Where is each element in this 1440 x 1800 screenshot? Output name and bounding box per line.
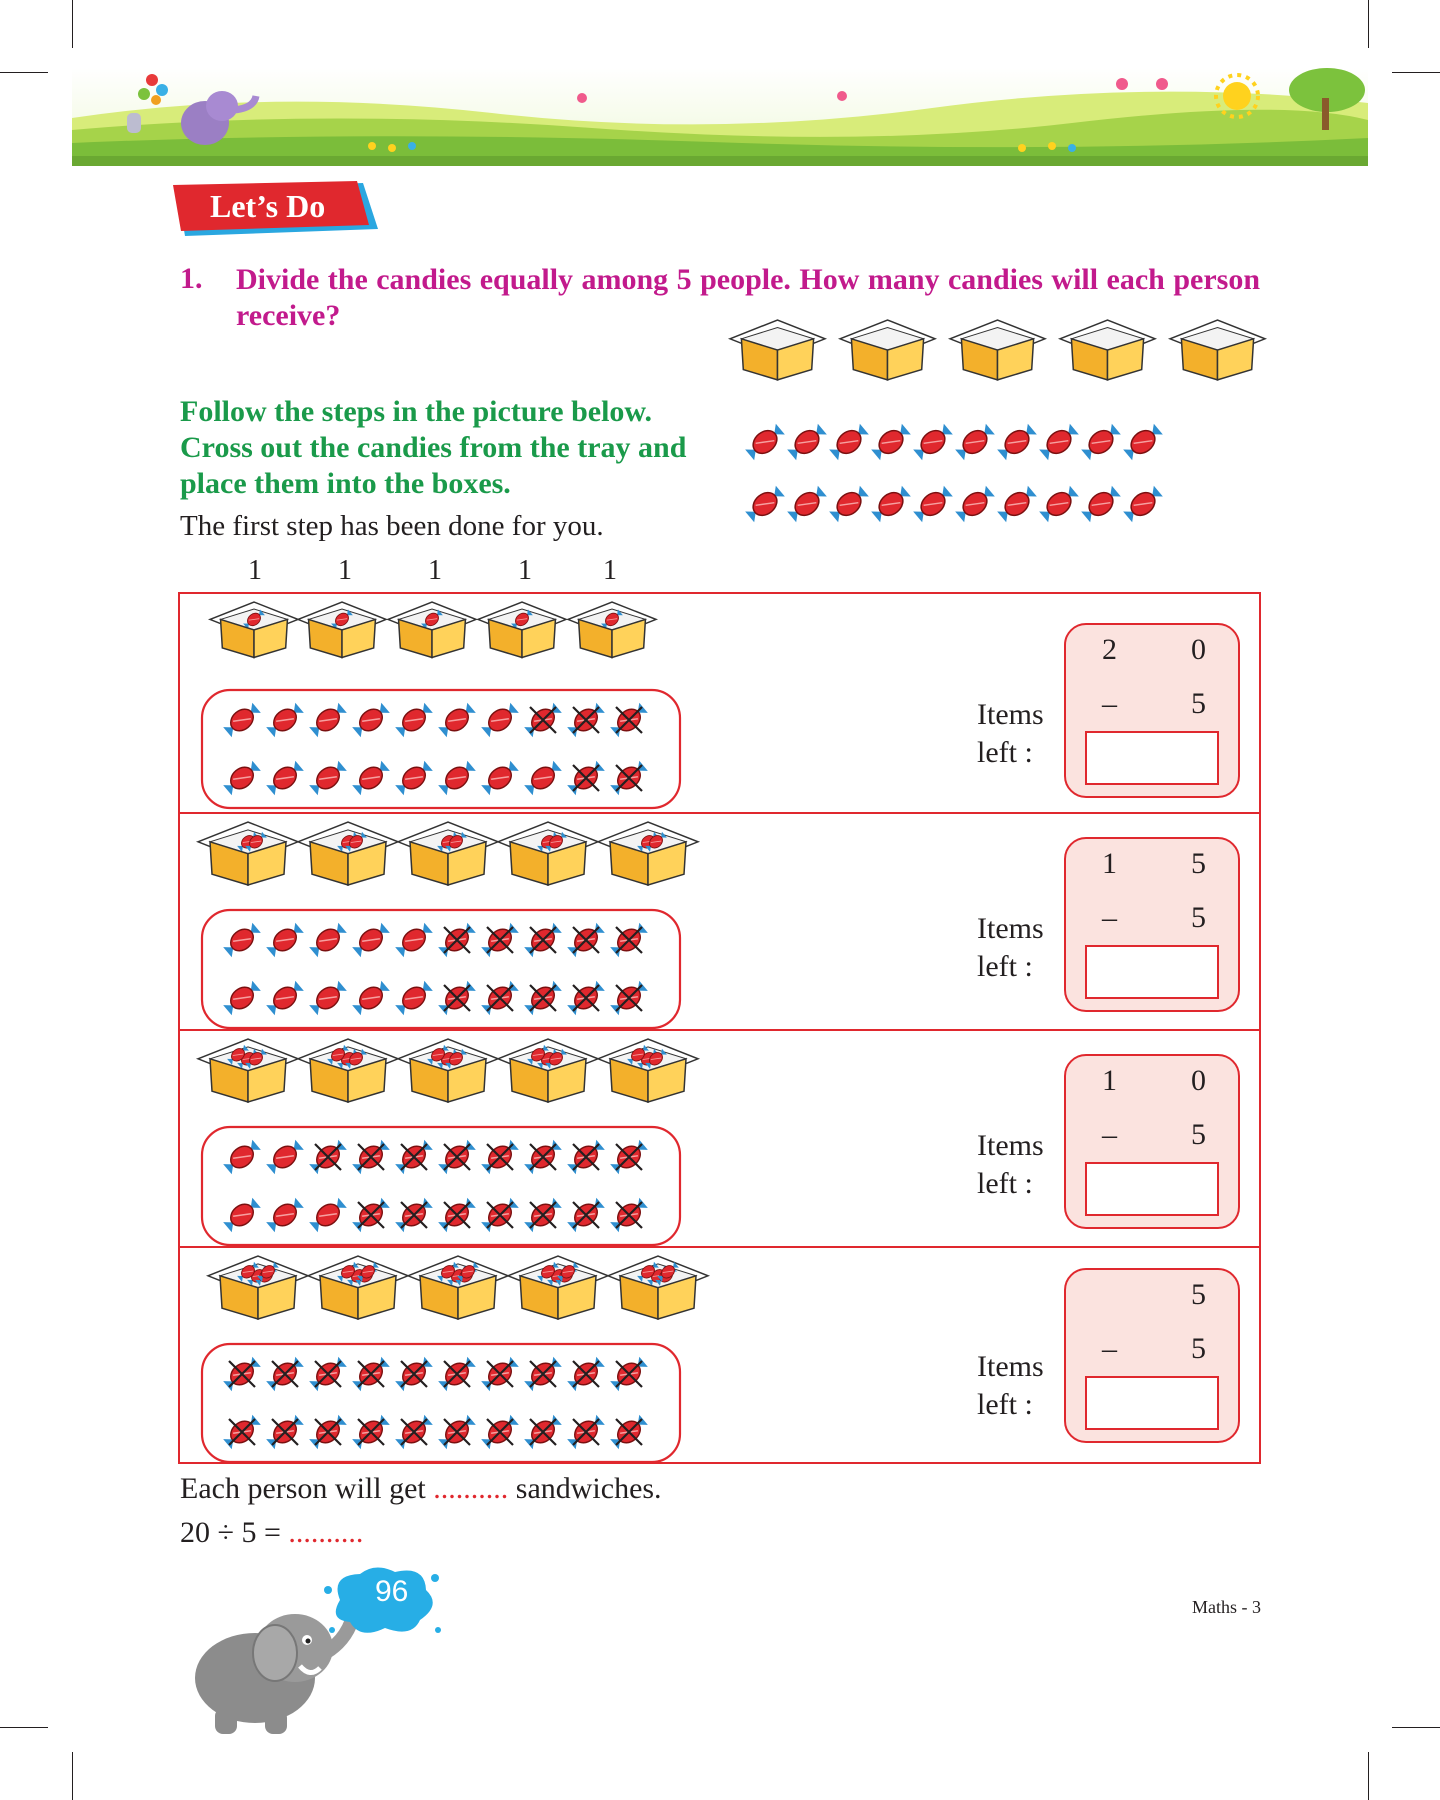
candy-icon	[995, 483, 1038, 524]
top-ones-digit: 0	[1191, 1064, 1206, 1097]
candy-icon	[953, 483, 996, 524]
box-icon	[608, 1256, 708, 1319]
candy-icon	[785, 483, 828, 524]
box-icon	[298, 822, 398, 885]
candy-icon	[264, 1138, 305, 1177]
step-illustration	[180, 814, 880, 1031]
box-icon	[398, 822, 498, 885]
candy-icon	[827, 421, 870, 462]
candy-icon	[743, 421, 786, 462]
minus-sign: –	[1102, 901, 1117, 934]
question-text: Divide the candies equally among 5 people. How many candies will each person receive?	[236, 263, 1260, 332]
crop-mark	[1392, 1727, 1440, 1728]
candy-icon	[264, 1196, 305, 1235]
crop-mark	[1392, 72, 1440, 73]
candy-icon	[393, 759, 434, 798]
candy-icon	[1079, 483, 1122, 524]
subtraction-box	[1064, 1268, 1240, 1443]
subtrahend-digit: 5	[1191, 687, 1206, 720]
candy-icon	[869, 421, 912, 462]
box-icon	[478, 602, 566, 657]
step-row	[180, 812, 1259, 1029]
box-count-label: 1	[428, 555, 442, 586]
minus-sign: –	[1102, 687, 1117, 720]
candy-icon	[436, 701, 477, 740]
subtrahend-digit: 5	[1191, 901, 1206, 934]
question-number: 1.	[180, 262, 203, 295]
candy-icon	[743, 483, 786, 524]
candy-icon	[307, 1196, 348, 1235]
candy-icon	[1121, 421, 1164, 462]
candy-icon	[221, 701, 262, 740]
candy-icon	[307, 759, 348, 798]
items-left-label: Items left :	[977, 912, 1044, 983]
candy-icon	[1121, 483, 1164, 524]
answer-input-box[interactable]	[1085, 1162, 1219, 1216]
top-ones-digit: 0	[1191, 633, 1206, 666]
candy-icon	[221, 1196, 262, 1235]
box-icon	[730, 320, 825, 380]
instruction-text: Follow the steps in the picture below. Cross out the candies from the tray and place them into the boxes.	[180, 395, 687, 500]
box-count-label: 1	[338, 555, 352, 586]
box-icon	[1060, 320, 1155, 380]
candy-icon	[307, 921, 348, 960]
box-count-label: 1	[248, 555, 262, 586]
division-equation: 20 ÷ 5 = ..........	[180, 1516, 364, 1549]
candy-icon	[264, 701, 305, 740]
candy-icon	[1037, 421, 1080, 462]
subtraction-box	[1064, 623, 1240, 798]
items-left-label: Items left :	[977, 1129, 1044, 1200]
candy-icon	[953, 421, 996, 462]
candy-icon	[264, 921, 305, 960]
box-icon	[508, 1256, 608, 1319]
candy-icon	[393, 921, 434, 960]
book-title-footer: Maths - 3	[1192, 1597, 1261, 1617]
candy-icon	[221, 1138, 262, 1177]
top-tens-digit: 1	[1102, 847, 1117, 880]
box-count-label: 1	[603, 555, 617, 586]
candy-icon	[911, 483, 954, 524]
box-icon	[198, 1039, 298, 1102]
top-ones-digit: 5	[1191, 847, 1206, 880]
crop-mark	[0, 72, 48, 73]
box-icon	[298, 1039, 398, 1102]
intro-boxes-and-candies	[725, 318, 1295, 568]
candy-icon	[221, 759, 262, 798]
candy-icon	[393, 701, 434, 740]
crop-mark	[0, 1727, 48, 1728]
minus-sign: –	[1102, 1332, 1117, 1365]
candy-icon	[436, 759, 477, 798]
step-illustration	[180, 1248, 880, 1464]
page-number: 96	[375, 1575, 409, 1608]
candy-icon	[995, 421, 1038, 462]
candy-icon	[911, 421, 954, 462]
section-label: Let’s Do	[210, 188, 326, 224]
candy-icon	[1037, 483, 1080, 524]
subtraction-box	[1064, 837, 1240, 1012]
candy-icon	[350, 701, 391, 740]
subtraction-box	[1064, 1054, 1240, 1229]
candy-icon	[785, 421, 828, 462]
answer-input-box[interactable]	[1085, 1376, 1219, 1430]
box-icon	[298, 602, 386, 657]
candy-icon	[827, 483, 870, 524]
box-icon	[598, 822, 698, 885]
step-row	[180, 1246, 1259, 1462]
top-tens-digit: 2	[1102, 633, 1117, 666]
subtrahend-digit: 5	[1191, 1118, 1206, 1151]
crop-mark	[72, 1752, 73, 1800]
step-row	[180, 594, 1259, 812]
box-icon	[1170, 320, 1265, 380]
box-icon	[210, 602, 298, 657]
candy-icon	[479, 701, 520, 740]
candy-icon	[1079, 421, 1122, 462]
box-icon	[398, 1039, 498, 1102]
division-blank[interactable]: ..........	[288, 1516, 364, 1549]
box-icon	[198, 822, 298, 885]
candy-icon	[350, 979, 391, 1018]
minus-sign: –	[1102, 1118, 1117, 1151]
landscape-banner-illustration	[72, 68, 1368, 166]
candy-icon	[264, 979, 305, 1018]
box-icon	[208, 1256, 308, 1319]
box-icon	[308, 1256, 408, 1319]
crop-mark	[72, 0, 73, 48]
box-icon	[598, 1039, 698, 1102]
steps-table	[178, 592, 1261, 1464]
box-icon	[498, 1039, 598, 1102]
box-icon	[568, 602, 656, 657]
top-ones-digit: 5	[1191, 1278, 1206, 1311]
candy-icon	[221, 979, 262, 1018]
box-icon	[840, 320, 935, 380]
items-left-label: Items left :	[977, 1350, 1044, 1421]
answer-input-box[interactable]	[1085, 731, 1219, 785]
box-icon	[388, 602, 476, 657]
candy-icon	[264, 759, 305, 798]
candy-icon	[869, 483, 912, 524]
candy-icon	[221, 921, 262, 960]
candy-icon	[479, 759, 520, 798]
candy-icon	[307, 701, 348, 740]
candy-icon	[350, 759, 391, 798]
step-illustration	[180, 1031, 880, 1248]
box-icon	[498, 822, 598, 885]
answer-input-box[interactable]	[1085, 945, 1219, 999]
candy-icon	[350, 921, 391, 960]
crop-mark	[1368, 0, 1369, 48]
box-icon	[950, 320, 1045, 380]
items-left-label: Items left :	[977, 698, 1044, 769]
subtrahend-digit: 5	[1191, 1332, 1206, 1365]
top-tens-digit: 1	[1102, 1064, 1117, 1097]
candy-icon	[522, 759, 563, 798]
answer-sentence: Each person will get .......... sandwiches.	[180, 1472, 662, 1505]
candy-icon	[307, 979, 348, 1018]
step-illustration	[180, 594, 880, 812]
answer-blank[interactable]: ..........	[433, 1472, 509, 1505]
box-count-label: 1	[518, 555, 532, 586]
candy-icon	[393, 979, 434, 1018]
step-row	[180, 1029, 1259, 1246]
box-icon	[408, 1256, 508, 1319]
first-step-note: The first step has been done for you.	[180, 510, 604, 542]
crop-mark	[1368, 1752, 1369, 1800]
